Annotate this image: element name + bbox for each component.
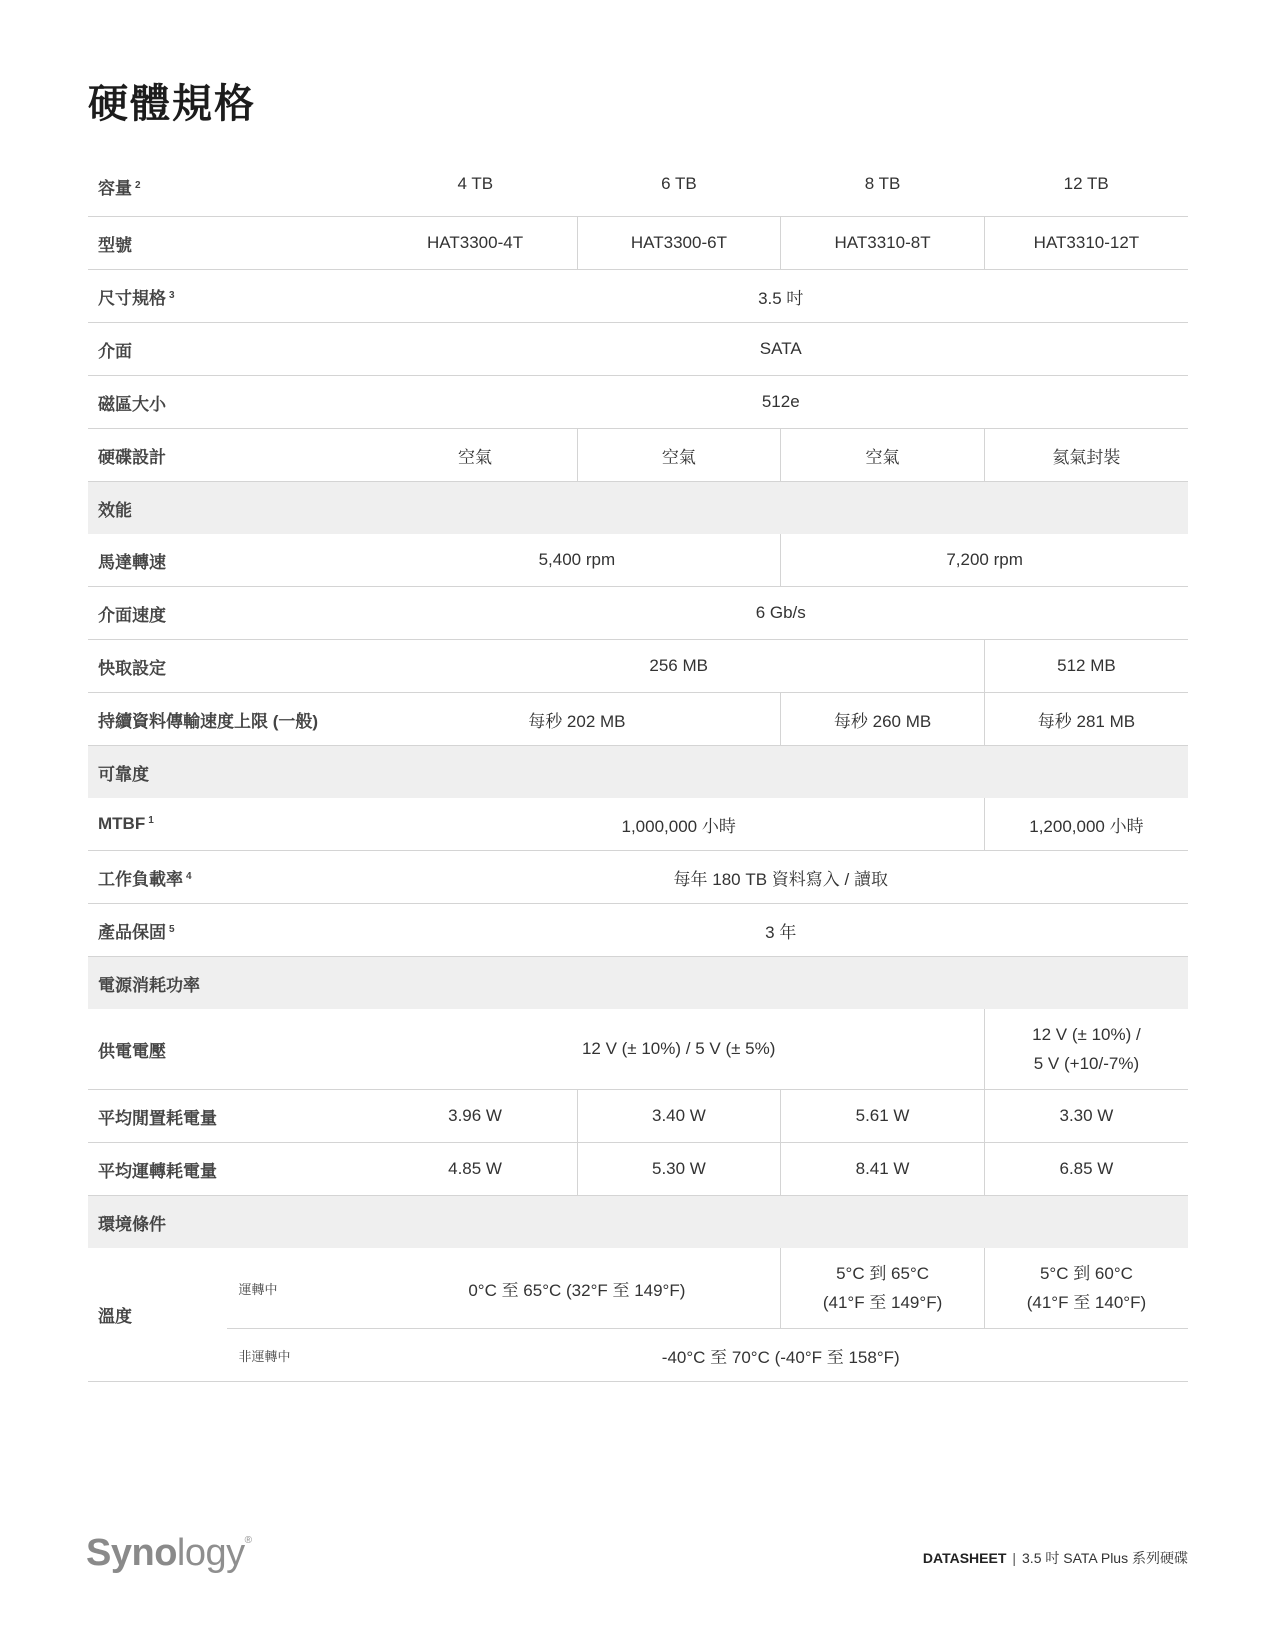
row-label-voltage: 供電電壓: [88, 1009, 373, 1090]
design-cell: 空氣: [577, 429, 781, 482]
row-label-warranty: 產品保固 $^5$: [88, 904, 373, 957]
table-row: [88, 217, 1188, 270]
row-label-capacity: 容量 $^2$: [88, 166, 373, 217]
mtbf-cell: 1,000,000 小時: [373, 798, 984, 851]
row-label-interface-speed: 介面速度: [88, 587, 373, 640]
capacity-cell: 8 TB: [781, 166, 985, 217]
table-row: [88, 851, 1188, 904]
transfer-cell: 每秒 202 MB: [373, 693, 780, 746]
interface-speed-value: 6 Gb/s: [373, 587, 1188, 640]
model-cell: HAT3300-4T: [373, 217, 577, 270]
section-title: 電源消耗功率: [88, 957, 1188, 1010]
operating-label: 運轉中: [227, 1248, 374, 1329]
row-label-cache: 快取設定: [88, 640, 373, 693]
row-label-temperature: 溫度: [88, 1248, 227, 1382]
mtbf-cell: 1,200,000 小時: [984, 798, 1188, 851]
table-row: [88, 1248, 1188, 1329]
table-row: [88, 429, 1188, 482]
row-label-active-power: 平均運轉耗電量: [88, 1143, 373, 1196]
active-power-cell: 8.41 W: [781, 1143, 985, 1196]
table-row: [88, 904, 1188, 957]
row-label-interface: 介面: [88, 323, 373, 376]
table-row: [88, 1143, 1188, 1196]
row-label-workload: 工作負載率 $^4$: [88, 851, 373, 904]
active-power-cell: 6.85 W: [984, 1143, 1188, 1196]
row-label-mtbf: MTBF $^1$: [88, 798, 373, 851]
section-title: 效能: [88, 482, 1188, 535]
row-label-sector-size: 磁區大小: [88, 376, 373, 429]
active-power-cell: 4.85 W: [373, 1143, 577, 1196]
idle-power-cell: 3.30 W: [984, 1090, 1188, 1143]
idle-power-cell: 3.96 W: [373, 1090, 577, 1143]
idle-power-cell: 3.40 W: [577, 1090, 781, 1143]
non-operating-label: 非運轉中: [227, 1329, 374, 1382]
capacity-cell: 12 TB: [984, 166, 1188, 217]
operating-temp-cell: 5°C 到 60°C (41°F 至 140°F): [984, 1248, 1188, 1329]
table-row: [88, 1009, 1188, 1090]
page-title: 硬體規格: [88, 82, 256, 126]
transfer-cell: 每秒 260 MB: [781, 693, 985, 746]
cache-cell: 256 MB: [373, 640, 984, 693]
table-row: [88, 376, 1188, 429]
operating-temp-cell: 0°C 至 65°C (32°F 至 149°F): [373, 1248, 780, 1329]
table-row: [88, 1090, 1188, 1143]
row-label-idle-power: 平均閒置耗電量: [88, 1090, 373, 1143]
spec-table: [88, 166, 1188, 1382]
row-label-design: 硬碟設計: [88, 429, 373, 482]
warranty-value: 3 年: [373, 904, 1188, 957]
idle-power-cell: 5.61 W: [781, 1090, 985, 1143]
section-header-performance: [88, 482, 1188, 535]
table-row: [88, 693, 1188, 746]
section-header-environment: [88, 1196, 1188, 1249]
model-cell: HAT3300-6T: [577, 217, 781, 270]
non-operating-temp-value: -40°C 至 70°C (-40°F 至 158°F): [373, 1329, 1188, 1382]
interface-value: SATA: [373, 323, 1188, 376]
table-row: [88, 640, 1188, 693]
row-label-form-factor: 尺寸規格 $^3$: [88, 270, 373, 323]
row-label-transfer-rate: 持續資料傳輸速度上限 (一般): [88, 693, 373, 746]
footer-separator: |: [1012, 1550, 1017, 1566]
workload-value: 每年 180 TB 資料寫入 / 讀取: [373, 851, 1188, 904]
table-row: [88, 323, 1188, 376]
sector-size-value: 512e: [373, 376, 1188, 429]
form-factor-value: 3.5 吋: [373, 270, 1188, 323]
synology-logo: Synology®: [86, 1532, 252, 1574]
design-cell: 空氣: [373, 429, 577, 482]
product-name: 3.5 吋 SATA Plus 系列硬碟: [1022, 1550, 1188, 1566]
table-row: [88, 534, 1188, 587]
transfer-cell: 每秒 281 MB: [984, 693, 1188, 746]
section-title: 環境條件: [88, 1196, 1188, 1249]
table-row: [88, 166, 1188, 217]
capacity-cell: 6 TB: [577, 166, 781, 217]
design-cell: 空氣: [781, 429, 985, 482]
table-row: [88, 798, 1188, 851]
table-row: [88, 270, 1188, 323]
capacity-cell: 4 TB: [373, 166, 577, 217]
rpm-cell: 5,400 rpm: [373, 534, 780, 587]
active-power-cell: 5.30 W: [577, 1143, 781, 1196]
section-title: 可靠度: [88, 746, 1188, 799]
voltage-cell: 12 V (± 10%) / 5 V (± 5%): [373, 1009, 984, 1090]
cache-cell: 512 MB: [984, 640, 1188, 693]
table-row: [88, 1329, 1188, 1382]
datasheet-label: DATASHEET: [922, 1550, 1007, 1566]
rpm-cell: 7,200 rpm: [781, 534, 1188, 587]
row-label-rpm: 馬達轉速: [88, 534, 373, 587]
footer-caption: [923, 1548, 1188, 1568]
voltage-cell: 12 V (± 10%) / 5 V (+10/-7%): [984, 1009, 1188, 1090]
row-label-model: 型號: [88, 217, 373, 270]
model-cell: HAT3310-8T: [781, 217, 985, 270]
operating-temp-cell: 5°C 到 65°C (41°F 至 149°F): [781, 1248, 985, 1329]
design-cell: 氦氣封裝: [984, 429, 1188, 482]
model-cell: HAT3310-12T: [984, 217, 1188, 270]
section-header-power: [88, 957, 1188, 1010]
table-row: [88, 587, 1188, 640]
section-header-reliability: [88, 746, 1188, 799]
